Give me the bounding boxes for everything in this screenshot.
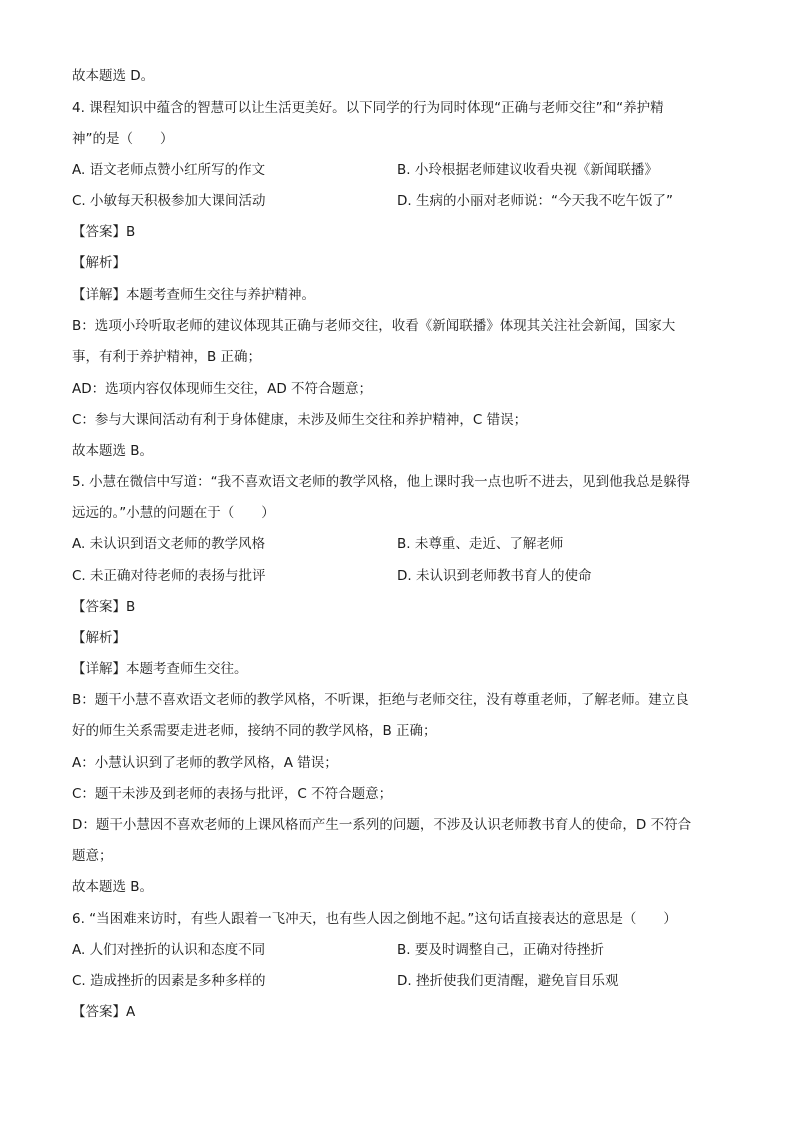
q4-option-a: A. 语文老师点赞小红所写的作文 [72, 162, 266, 178]
q5-option-c: C. 未正确对待老师的表扬与批评 [72, 568, 266, 584]
q4-option-d: D. 生病的小丽对老师说：“今天我不吃午饭了” [397, 193, 673, 209]
q5-explanation-4: C：题干未涉及到老师的表扬与批评，C 不符合题意； [72, 786, 393, 802]
q4-explanation-1: B：选项小玲听取老师的建议体现其正确与老师交往，收看《新闻联播》体现其关注社会新闻，国家大 [72, 318, 676, 334]
q4-answer: 【答案】B [72, 224, 136, 240]
question-4-stem: 4. 课程知识中蕴含的智慧可以让生活更美好。以下同学的行为同时体现“正确与老师交往”和“养护精 [72, 100, 664, 116]
q6-option-a: A. 人们对挫折的认识和态度不同 [72, 942, 266, 958]
q4-explanation-4: C：参与大课间活动有利于身体健康，未涉及师生交往和养护精神，C 错误； [72, 412, 528, 428]
q5-option-b: B. 未尊重、走近、了解老师 [397, 536, 564, 552]
q6-option-d: D. 挫折使我们更清醒，避免盲目乐观 [397, 973, 619, 989]
q5-option-a: A. 未认识到语文老师的教学风格 [72, 536, 266, 552]
conclusion-text: 故本题选 D。 [72, 68, 155, 84]
q5-option-d: D. 未认识到老师教书育人的使命 [397, 568, 592, 584]
q5-explanation-1: B：题干小慧不喜欢语文老师的教学风格，不听课，拒绝与老师交往，没有尊重老师，了解老师。建立良 [72, 692, 689, 708]
q5-explanation-6: 题意； [72, 848, 113, 864]
question-5-stem-cont: 远远的。”小慧的问题在于（ ） [72, 505, 275, 521]
q4-explanation-3: AD：选项内容仅体现师生交往，AD 不符合题意； [72, 381, 373, 397]
q4-option-b: B. 小玲根据老师建议收看央视《新闻联播》 [397, 162, 658, 178]
q5-answer: 【答案】B [72, 599, 136, 615]
q5-detail: 【详解】本题考查师生交往。 [72, 661, 248, 677]
q5-explanation-2: 好的师生关系需要走进老师，接纳不同的教学风格，B 正确； [72, 723, 437, 739]
q6-option-c: C. 造成挫折的因素是多种多样的 [72, 973, 266, 989]
q6-answer: 【答案】A [72, 1004, 136, 1020]
q5-analysis-heading: 【解析】 [72, 630, 126, 646]
q4-conclusion: 故本题选 B。 [72, 443, 154, 459]
q5-explanation-3: A：小慧认识到了老师的教学风格，A 错误； [72, 755, 338, 771]
q4-explanation-2: 事，有利于养护精神，B 正确； [72, 349, 262, 365]
question-6-stem: 6. “当困难来访时，有些人跟着一飞冲天，也有些人因之倒地不起。”这句话直接表达的意思是（ ） [72, 911, 677, 927]
q5-conclusion: 故本题选 B。 [72, 879, 154, 895]
q4-option-c: C. 小敏每天积极参加大课间活动 [72, 193, 266, 209]
q6-option-b: B. 要及时调整自己，正确对待挫折 [397, 942, 604, 958]
question-4-stem-cont: 神”的是（ ） [72, 131, 174, 147]
q5-explanation-5: D：题干小慧因不喜欢老师的上课风格而产生一系列的问题，不涉及认识老师教书育人的使命，D 不符合 [72, 817, 692, 833]
q4-analysis-heading: 【解析】 [72, 255, 126, 271]
question-5-stem: 5. 小慧在微信中写道：“我不喜欢语文老师的教学风格，他上课时我一点也听不进去，见到他我总是躲得 [72, 474, 691, 490]
q4-detail: 【详解】本题考查师生交往与养护精神。 [72, 287, 315, 303]
